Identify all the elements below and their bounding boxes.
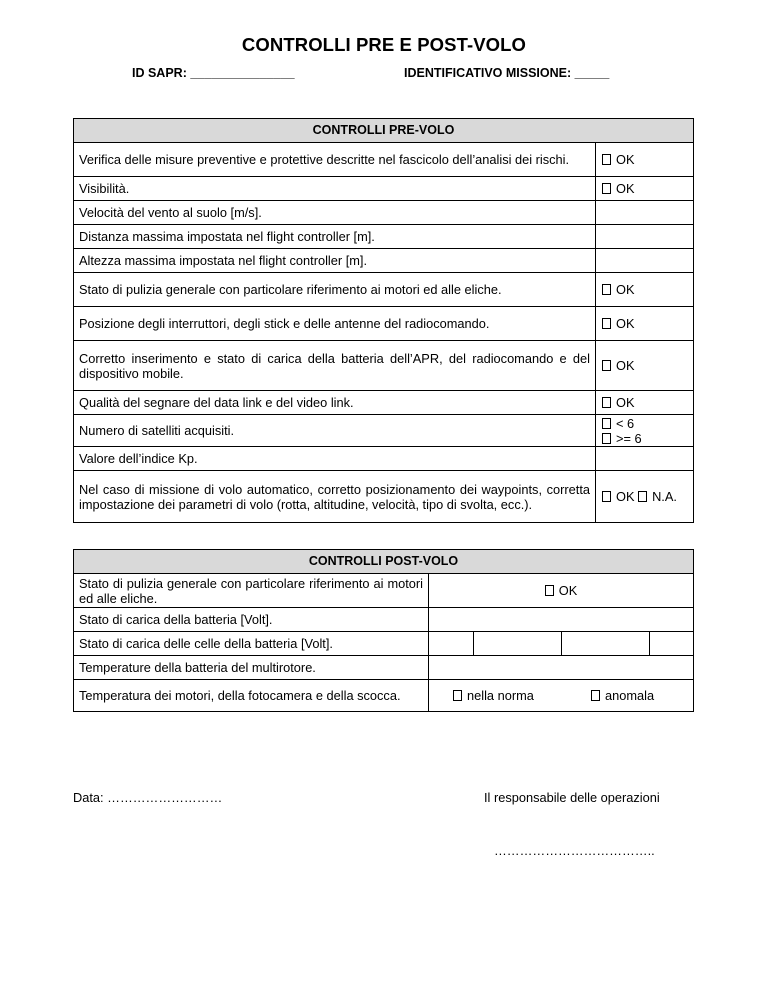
table-row (74, 656, 694, 680)
row-text: Stato di pulizia generale con particolare riferimento ai motori ed alle eliche. (74, 273, 596, 307)
row-text: Numero di satelliti acquisiti. (74, 415, 596, 447)
option-label: OK (616, 152, 635, 167)
checkbox[interactable] (602, 154, 611, 165)
signature-line: ……………………………….. (494, 843, 655, 858)
cell-voltage-2[interactable] (473, 632, 561, 655)
empty-cell[interactable] (596, 447, 694, 471)
empty-cell[interactable] (596, 225, 694, 249)
row-text: Temperatura dei motori, della fotocamera e della scocca. (74, 680, 429, 712)
row-text: Nel caso di missione di volo automatico, corretto posizionamento dei waypoints, corretta impostazione dei parametri di volo (rotta, altitudine, velocità, tipo di svolta, ecc.). (74, 471, 596, 523)
option-label: < 6 (616, 415, 635, 431)
table-row (74, 225, 694, 249)
pre-volo-heading: CONTROLLI PRE-VOLO (74, 119, 694, 143)
table-row (74, 632, 694, 656)
id-missione-field: IDENTIFICATIVO MISSIONE: _____ (404, 66, 610, 80)
table-row (74, 415, 694, 447)
row-text: Velocità del vento al suolo [m/s]. (74, 201, 596, 225)
option-label: OK (616, 282, 635, 297)
checkbox[interactable] (638, 491, 647, 502)
row-text: Stato di carica delle celle della batteria [Volt]. (74, 632, 429, 656)
table-row (74, 608, 694, 632)
option-label: OK (616, 316, 635, 331)
checkbox[interactable] (602, 433, 611, 444)
row-text: Altezza massima impostata nel flight controller [m]. (74, 249, 596, 273)
row-text: Distanza massima impostata nel flight controller [m]. (74, 225, 596, 249)
checkbox[interactable] (602, 397, 611, 408)
row-text: Posizione degli interruttori, degli stick e delle antenne del radiocomando. (74, 307, 596, 341)
option-label: anomala (605, 688, 655, 703)
row-text: Verifica delle misure preventive e protettive descritte nel fascicolo dell’analisi dei rischi. (74, 143, 596, 177)
row-text: Stato di pulizia generale con particolare riferimento ai motori ed alle eliche. (74, 574, 429, 608)
empty-cell[interactable] (429, 656, 694, 680)
row-text: Corretto inserimento e stato di carica della batteria dell’APR, del radiocomando e del dispositivo mobile. (74, 341, 596, 391)
checkbox[interactable] (602, 318, 611, 329)
option-label: OK (616, 358, 635, 373)
option-label: >= 6 (616, 430, 642, 446)
cell-voltage-group (429, 632, 694, 656)
empty-cell[interactable] (596, 249, 694, 273)
row-text: Visibilità. (74, 177, 596, 201)
cell-voltage-1[interactable] (429, 632, 473, 655)
table-row (74, 471, 694, 523)
checkbox[interactable] (545, 585, 554, 596)
post-volo-table (73, 549, 694, 712)
row-text: Stato di carica della batteria [Volt]. (74, 608, 429, 632)
post-volo-heading: CONTROLLI POST-VOLO (74, 550, 694, 574)
pre-volo-table (73, 118, 694, 523)
table-row (74, 391, 694, 415)
checkbox[interactable] (453, 690, 462, 701)
table-row (74, 341, 694, 391)
checkbox[interactable] (602, 491, 611, 502)
page-title: CONTROLLI PRE E POST-VOLO (241, 34, 527, 55)
row-text: Temperature della batteria del multirotore. (74, 656, 429, 680)
table-row (74, 201, 694, 225)
checkbox[interactable] (602, 284, 611, 295)
option-label: N.A. (652, 489, 677, 504)
checkbox[interactable] (602, 360, 611, 371)
table-row (74, 447, 694, 471)
option-label: OK (616, 181, 635, 196)
empty-cell[interactable] (429, 608, 694, 632)
table-row (74, 574, 694, 608)
empty-cell[interactable] (596, 201, 694, 225)
id-sapr-field: ID SAPR: _______________ (132, 66, 295, 80)
option-label: OK (558, 583, 578, 598)
table-row (74, 249, 694, 273)
responsabile-label: Il responsabile delle operazioni (484, 790, 660, 805)
checkbox[interactable] (602, 183, 611, 194)
table-row (74, 307, 694, 341)
checkbox[interactable] (602, 418, 611, 429)
date-field: Data: ……………………… (73, 790, 223, 805)
row-text: Valore dell’indice Kp. (74, 447, 596, 471)
option-label: nella norma (467, 688, 534, 703)
table-row (74, 273, 694, 307)
table-row (74, 680, 694, 712)
table-row (74, 177, 694, 201)
checkbox[interactable] (591, 690, 600, 701)
table-row (74, 143, 694, 177)
cell-voltage-3[interactable] (561, 632, 649, 655)
option-label: OK (616, 395, 635, 410)
option-label: OK (616, 489, 635, 504)
cell-voltage-4[interactable] (649, 632, 693, 655)
row-text: Qualità del segnare del data link e del video link. (74, 391, 596, 415)
